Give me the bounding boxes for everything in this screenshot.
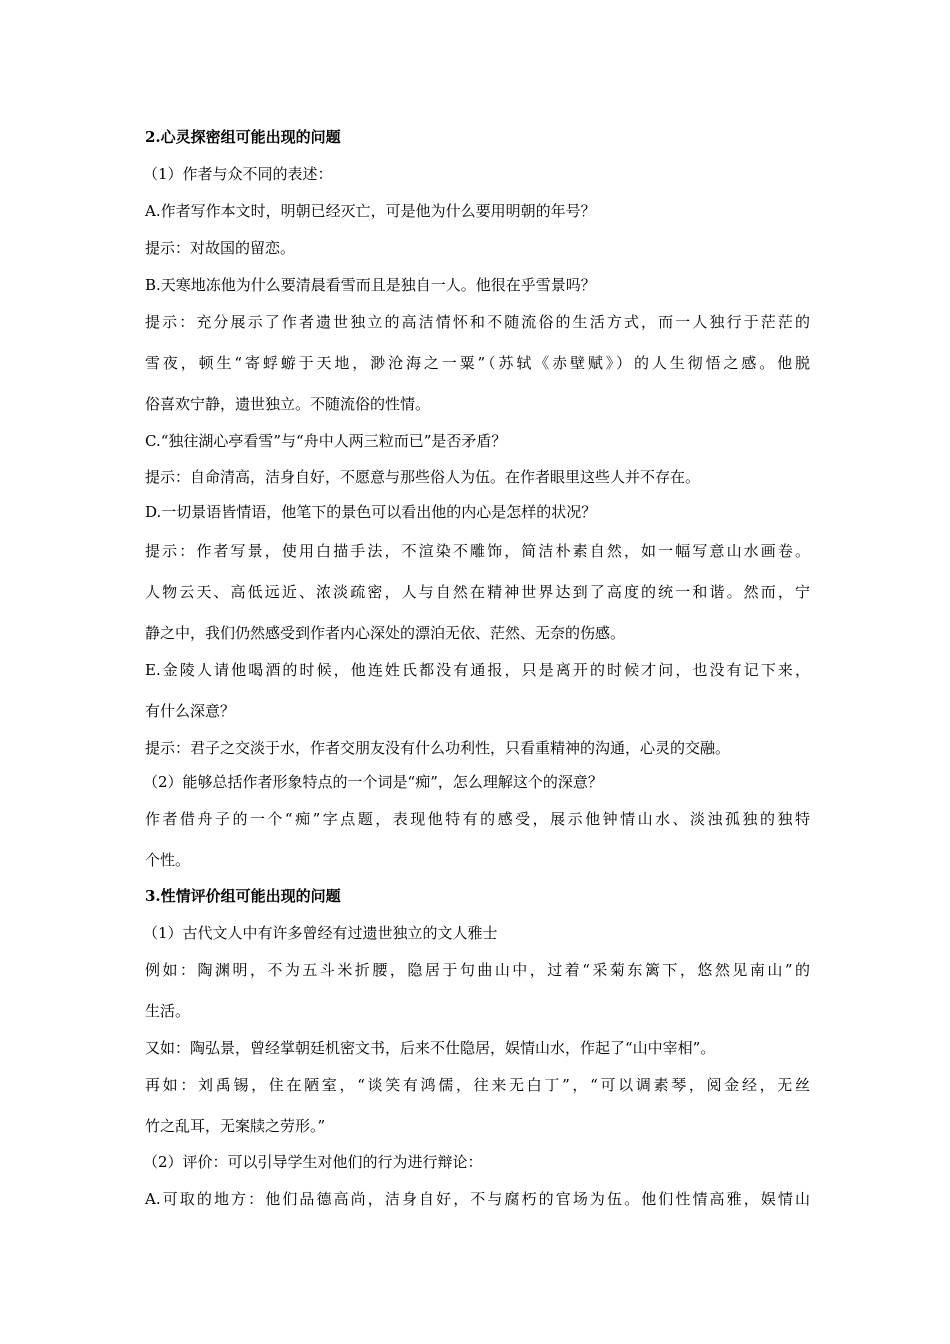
section-heading-3: 3.性情评价组可能出现的问题 [145, 887, 341, 905]
question-d: D.一切景语皆情语，他笔下的景色可以看出他的内心是怎样的状况？ [145, 503, 597, 521]
example-1-line-1: 例如：陶渊明，不为五斗米折腰，隐居于句曲山中，过着“采菊东篱下，悠然见南山”的 [145, 961, 810, 979]
section-heading-2: 2.心灵探密组可能出现的问题 [145, 128, 341, 146]
answer-2-line-2: 个性。 [145, 851, 191, 869]
hint-d-line-1: 提示：作者写景，使用白描手法，不渲染不雕饰，简洁朴素自然，如一幅写意山水画卷。 [145, 542, 810, 560]
hint-a: 提示：对故国的留恋。 [145, 239, 296, 257]
subsection-2-heading: （2）能够总括作者形象特点的一个词是“痴”，怎么理解这个的深意？ [143, 773, 603, 791]
hint-d-line-2: 人物云天、高低远近、浓淡疏密，人与自然在精神世界达到了高度的统一和谐。然而，宁 [145, 583, 810, 601]
question-e-line-1: E.金陵人请他喝酒的时候，他连姓氏都没有通报，只是离开的时候才问，也没有记下来， [145, 661, 810, 679]
evaluation-a-line-1: A.可取的地方：他们品德高尚，洁身自好，不与腐朽的官场为伍。他们性情高雅，娱情山 [145, 1190, 810, 1208]
question-e-line-2: 有什么深意？ [145, 702, 236, 720]
subsection-1-heading: （1）作者与众不同的表述： [143, 165, 333, 183]
example-2: 又如：陶弘景，曾经掌朝廷机密文书，后来不仕隐居，娱情山水，作起了“山中宰相”。 [145, 1039, 716, 1057]
hint-c: 提示：自命清高，洁身自好，不愿意与那些俗人为伍。在作者眼里这些人并不存在。 [145, 468, 701, 486]
example-3-line-2: 竹之乱耳，无案牍之劳形。” [145, 1117, 326, 1135]
hint-b-line-1: 提示：充分展示了作者遗世独立的高洁情怀和不随流俗的生活方式，而一人独行于茫茫的 [145, 313, 810, 331]
question-a: A.作者写作本文时，明朝已经灭亡，可是他为什么要用明朝的年号？ [145, 202, 596, 220]
subsection-3-2-heading: （2）评价：可以引导学生对他们的行为进行辩论： [143, 1153, 483, 1171]
hint-d-line-3: 静之中，我们仍然感受到作者内心深处的漂泊无依、茫然、无奈的伤感。 [145, 624, 626, 642]
subsection-3-1-heading: （1）古代文人中有许多曾经有过遗世独立的文人雅士 [143, 924, 498, 942]
hint-b-line-2: 雪夜，顿生“寄蜉蝣于天地，渺沧海之一粟”（苏轼《赤壁赋》）的人生彻悟之感。他脱 [145, 354, 810, 372]
hint-e: 提示：君子之交淡于水，作者交朋友没有什么功利性，只看重精神的沟通，心灵的交融。 [145, 739, 731, 757]
question-c: C.“独往湖心亭看雪”与“舟中人两三粒而已”是否矛盾？ [145, 432, 507, 450]
answer-2-line-1: 作者借舟子的一个“痴”字点题，表现他特有的感受，展示他钟情山水、淡浊孤独的独特 [145, 810, 810, 828]
question-b: B.天寒地冻他为什么要清晨看雪而且是独自一人。他很在乎雪景吗？ [145, 276, 596, 294]
example-3-line-1: 再如：刘禹锡，住在陋室，“谈笑有鸿儒，往来无白丁”，“可以调素琴，阅金经，无丝 [145, 1076, 810, 1094]
hint-b-line-3: 俗喜欢宁静，遗世独立。不随流俗的性情。 [145, 395, 431, 413]
example-1-line-2: 生活。 [145, 1002, 191, 1020]
